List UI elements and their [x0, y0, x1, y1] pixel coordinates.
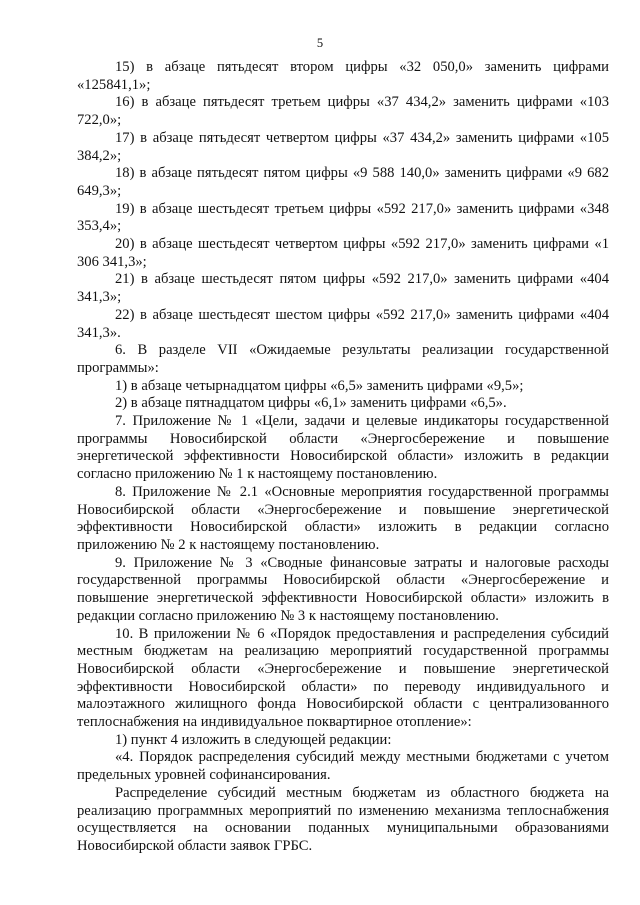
section-8-paragraph: 8. Приложение № 2.1 «Основные мероприятия государственной программы Новосибирской области «Энергосбережение и повышение энергетической эффективности Новосибирской области» изложить в редакции согласно приложению № 2 к настоящему постановлению.	[77, 483, 609, 553]
paragraph-item-21: 21) в абзаце шестьдесят пятом цифры «592 217,0» заменить цифрами «404 341,3»;	[77, 271, 609, 306]
paragraph-item-15: 15) в абзаце пятьдесят втором цифры «32 050,0» заменить цифрами «125841,1»;	[77, 59, 609, 93]
section-10-paragraph: 10. В приложении № 6 «Порядок предоставления и распределения субсидий местным бюджетам на реализацию мероприятий государственной программы Новосибирской области «Энергосбережение и повышение энергетической эффективности Новосибирской области» по переводу индивидуального и малоэтажного жилищного фонда Новосибирской области с централизованного теплоснабжения на индивидуальное поквартирное отопление»:	[77, 625, 609, 731]
distribution-paragraph: Распределение субсидий местным бюджетам из областного бюджета на реализацию программных мероприятий по изменению механизма теплоснабжения осуществляется на основании поданных муниципальными образованиями Новосибирской области заявок ГРБС.	[77, 784, 609, 854]
paragraph-item-19: 19) в абзаце шестьдесят третьем цифры «592 217,0» заменить цифрами «348 353,4»;	[77, 200, 609, 235]
section-9-paragraph: 9. Приложение № 3 «Сводные финансовые затраты и налоговые расходы государственной программы Новосибирской области «Энергосбережение и повышение энергетической эффективности Новосибирской области» изложить в редакции согласно приложению № 3 к настоящему постановлению.	[77, 554, 609, 624]
page-number: 5	[316, 36, 324, 50]
section-6-item-2: 2) в абзаце пятнадцатом цифры «6,1» заменить цифрами «6,5».	[115, 395, 507, 412]
quoted-point-4: «4. Порядок распределения субсидий между местными бюджетами с учетом предельных уровней софинансирования.	[77, 749, 609, 784]
document-body	[77, 59, 609, 856]
section-6-heading: 6. В разделе VII «Ожидаемые результаты реализации государственной программы»:	[77, 342, 609, 376]
paragraph-item-20: 20) в абзаце шестьдесят четвертом цифры «592 217,0» заменить цифрами «1 306 341,3»;	[77, 236, 609, 270]
section-10-item-1: 1) пункт 4 изложить в следующей редакции:	[115, 731, 392, 748]
paragraph-item-22: 22) в абзаце шестьдесят шестом цифры «592 217,0» заменить цифрами «404 341,3».	[77, 306, 609, 341]
section-6-item-1: 1) в абзаце четырнадцатом цифры «6,5» заменить цифрами «9,5»;	[115, 377, 524, 394]
paragraph-item-17: 17) в абзаце пятьдесят четвертом цифры «37 434,2» заменить цифрами «105 384,2»;	[77, 129, 609, 164]
section-7-paragraph: 7. Приложение № 1 «Цели, задачи и целевые индикаторы государственной программы Новосибирской области «Энергосбережение и повышение энергетической эффективности Новосибирской области» изложить в редакции согласно приложению № 1 к настоящему постановлению.	[77, 413, 609, 483]
paragraph-item-16: 16) в абзаце пятьдесят третьем цифры «37 434,2» заменить цифрами «103 722,0»;	[77, 94, 609, 129]
paragraph-item-18: 18) в абзаце пятьдесят пятом цифры «9 588 140,0» заменить цифрами «9 682 649,3»;	[77, 165, 609, 199]
